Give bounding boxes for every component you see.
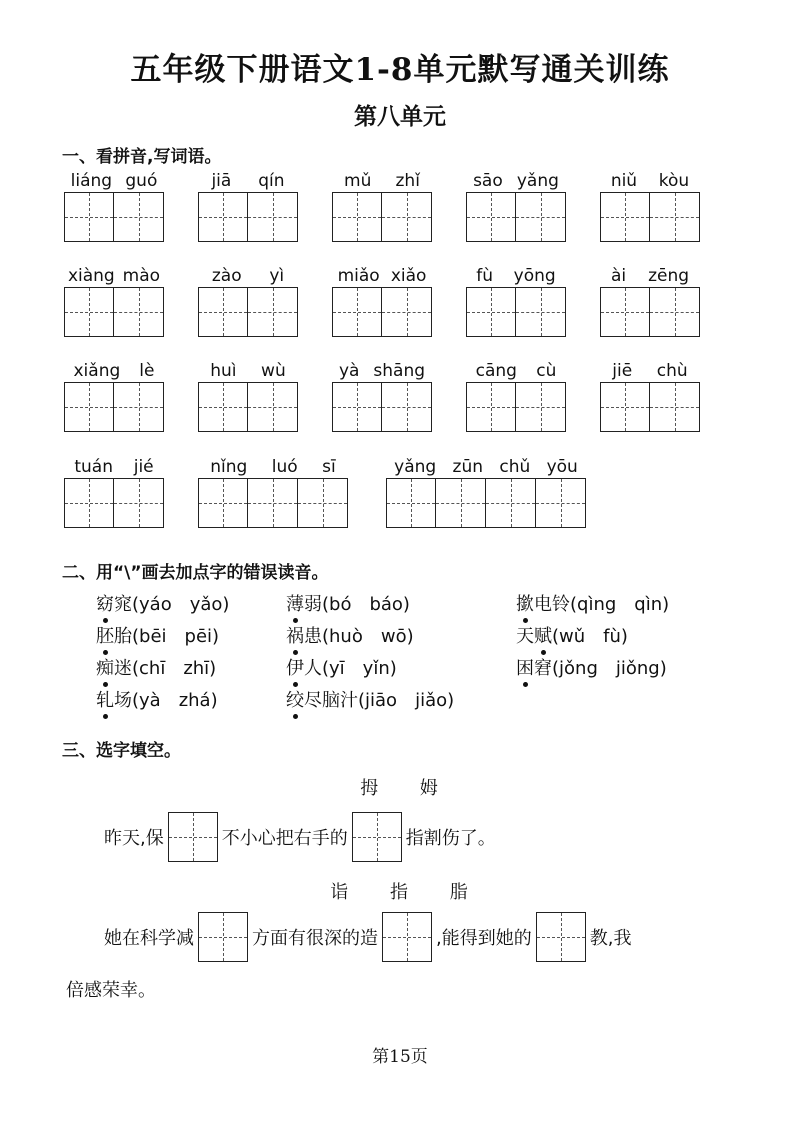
sentence-text: ,能得到她的	[436, 928, 532, 949]
word-group	[466, 170, 566, 242]
writing-box[interactable]	[650, 382, 700, 432]
section-3-heading: 三、选字填空。	[62, 741, 181, 761]
item-text: 患(huò wō)	[304, 626, 414, 647]
writing-box[interactable]	[248, 192, 298, 242]
dotted-character: 赋	[534, 622, 552, 648]
writing-box[interactable]	[114, 287, 164, 337]
dotted-character: 轧	[96, 686, 114, 712]
pinyin-row	[332, 265, 432, 287]
answer-box[interactable]	[536, 912, 586, 962]
choice-row-2	[0, 878, 800, 904]
word-group	[64, 265, 164, 337]
pinyin-syllable: chù	[656, 361, 688, 381]
pronunciation-item	[286, 654, 397, 680]
writing-box[interactable]	[600, 382, 650, 432]
pinyin-syllable: cāng	[475, 361, 517, 381]
item-text: 胎(bēi pēi)	[114, 626, 220, 647]
pinyin-syllable: shāng	[373, 361, 426, 381]
pinyin-syllable: lè	[139, 361, 155, 381]
pinyin-syllable: liáng	[70, 171, 113, 191]
tian-grid	[198, 287, 298, 337]
item-text: 电铃(qìng qìn)	[534, 594, 670, 615]
pinyin-syllable: miǎo	[337, 266, 380, 286]
page-title: 五年级下册语文1-8单元默写通关训练	[130, 52, 670, 88]
pinyin-syllable: tuán	[74, 457, 113, 477]
pinyin-syllable: yà	[338, 361, 360, 381]
word-group	[64, 360, 164, 432]
answer-box[interactable]	[352, 812, 402, 862]
dotted-character: 撳	[516, 590, 534, 616]
choice-char: 拇	[360, 778, 381, 799]
writing-box[interactable]	[248, 287, 298, 337]
pinyin-row	[64, 456, 164, 478]
writing-box[interactable]	[198, 192, 248, 242]
pinyin-row	[198, 456, 348, 478]
word-group	[332, 170, 432, 242]
section-1-heading: 一、看拼音,写词语。	[62, 147, 222, 167]
pronunciation-item	[96, 590, 229, 616]
writing-box[interactable]	[198, 287, 248, 337]
writing-box[interactable]	[650, 287, 700, 337]
writing-box[interactable]	[332, 382, 382, 432]
item-text: 尽脑汁(jiāo jiǎo)	[304, 690, 455, 711]
tian-grid	[466, 192, 566, 242]
pinyin-row	[64, 170, 164, 192]
tian-grid	[198, 478, 348, 528]
word-group	[332, 360, 432, 432]
word-group	[386, 456, 586, 528]
writing-box[interactable]	[516, 287, 566, 337]
sentence-text: 不小心把右手的	[221, 828, 348, 849]
tian-grid	[64, 382, 164, 432]
pinyin-syllable: mào	[122, 266, 161, 286]
page-subtitle: 第八单元	[354, 103, 446, 130]
pronunciation-item	[516, 590, 669, 616]
word-group	[466, 265, 566, 337]
pinyin-syllable: jié	[133, 457, 154, 477]
writing-box[interactable]	[64, 478, 114, 528]
sentence-text: 倍感荣幸。	[66, 980, 156, 1001]
writing-box[interactable]	[248, 478, 298, 528]
dotted-character: 祸	[286, 622, 304, 648]
writing-box[interactable]	[466, 382, 516, 432]
pinyin-syllable: yōu	[546, 457, 578, 477]
pinyin-row	[198, 360, 298, 382]
pinyin-syllable: nǐng	[210, 457, 248, 477]
pinyin-row	[600, 170, 700, 192]
pinyin-syllable: yōng	[513, 266, 556, 286]
tian-grid	[600, 382, 700, 432]
word-group	[332, 265, 432, 337]
writing-box[interactable]	[650, 192, 700, 242]
pinyin-syllable: qín	[258, 171, 285, 191]
tian-grid	[332, 382, 432, 432]
sentence-text: 教,我	[589, 928, 632, 949]
pinyin-syllable: wù	[261, 361, 286, 381]
tian-grid	[198, 382, 298, 432]
dotted-character: 胚	[96, 622, 114, 648]
pinyin-syllable: huì	[210, 361, 237, 381]
tian-grid	[64, 192, 164, 242]
writing-box[interactable]	[64, 382, 114, 432]
pinyin-row	[466, 360, 566, 382]
pinyin-row	[64, 265, 164, 287]
word-group	[600, 265, 700, 337]
dotted-character: 绞	[286, 686, 304, 712]
pronunciation-item	[516, 622, 628, 648]
tian-grid	[600, 287, 700, 337]
choice-row-1	[0, 774, 800, 800]
pinyin-syllable: yǎng	[394, 457, 437, 477]
tian-grid	[64, 287, 164, 337]
writing-box[interactable]	[486, 478, 536, 528]
pinyin-row	[198, 170, 298, 192]
pinyin-syllable: sī	[322, 457, 336, 477]
pinyin-syllable: chǔ	[499, 457, 531, 477]
pronunciation-item	[286, 686, 454, 712]
dotted-character: 窈	[96, 590, 114, 616]
tian-grid	[332, 287, 432, 337]
tian-grid	[332, 192, 432, 242]
word-group	[64, 170, 164, 242]
choice-char: 姆	[419, 778, 440, 799]
writing-box[interactable]	[382, 287, 432, 337]
pronunciation-item	[286, 590, 410, 616]
pinyin-syllable: yǎng	[516, 171, 559, 191]
pinyin-syllable: niǔ	[610, 171, 638, 191]
writing-box[interactable]	[114, 478, 164, 528]
tian-grid	[600, 192, 700, 242]
writing-box[interactable]	[600, 192, 650, 242]
writing-box[interactable]	[332, 192, 382, 242]
pinyin-syllable: yì	[269, 266, 285, 286]
word-group	[64, 456, 164, 528]
sentence-text: 指割伤了。	[405, 828, 496, 849]
word-group	[600, 360, 700, 432]
pronunciation-item	[96, 622, 219, 648]
sentence-text: 她在科学减	[104, 928, 194, 949]
pinyin-syllable: xiàng	[67, 266, 115, 286]
pinyin-syllable: ài	[610, 266, 627, 286]
fill-sentence-2-continuation	[66, 976, 156, 1002]
tian-grid	[466, 382, 566, 432]
pinyin-syllable: jiā	[211, 171, 232, 191]
item-text: 窕(yáo yǎo)	[114, 594, 230, 615]
writing-box[interactable]	[516, 192, 566, 242]
item-text: 场(yà zhá)	[114, 690, 218, 711]
answer-box[interactable]	[198, 912, 248, 962]
tian-grid	[466, 287, 566, 337]
pinyin-syllable: zào	[211, 266, 242, 286]
pinyin-syllable: zūn	[452, 457, 484, 477]
pinyin-syllable: mǔ	[344, 171, 372, 191]
writing-box[interactable]	[64, 287, 114, 337]
pinyin-syllable: zhǐ	[395, 171, 420, 191]
dotted-character: 困	[516, 654, 534, 680]
word-group	[198, 265, 298, 337]
writing-box[interactable]	[516, 382, 566, 432]
sentence-text: 昨天,保	[104, 828, 164, 849]
item-text: 窘(jǒng jiǒng)	[534, 658, 667, 679]
pinyin-syllable: cù	[536, 361, 557, 381]
pinyin-syllable: sāo	[473, 171, 503, 191]
section-2-heading: 二、用“\”画去加点字的错误读音。	[62, 563, 329, 583]
pinyin-syllable: jiē	[612, 361, 633, 381]
word-group	[198, 170, 298, 242]
writing-box[interactable]	[198, 382, 248, 432]
pronunciation-item	[516, 654, 667, 680]
tian-grid	[198, 192, 298, 242]
pinyin-syllable: guó	[125, 171, 158, 191]
pinyin-syllable: luó	[271, 457, 298, 477]
pinyin-row	[600, 360, 700, 382]
tian-grid	[386, 478, 586, 528]
writing-box[interactable]	[114, 192, 164, 242]
word-group	[600, 170, 700, 242]
dotted-character: 伊	[286, 654, 304, 680]
item-text: (wǔ fù)	[552, 626, 628, 647]
pinyin-syllable: xiǎng	[73, 361, 121, 381]
item-text: 弱(bó báo)	[304, 594, 410, 615]
word-group	[198, 360, 298, 432]
writing-box[interactable]	[600, 287, 650, 337]
pinyin-syllable: fù	[476, 266, 494, 286]
writing-box[interactable]	[298, 478, 348, 528]
pinyin-syllable: xiǎo	[390, 266, 427, 286]
writing-box[interactable]	[382, 192, 432, 242]
dotted-character: 薄	[286, 590, 304, 616]
item-text: 迷(chī zhī)	[114, 658, 217, 679]
writing-box[interactable]	[466, 192, 516, 242]
pinyin-row	[64, 360, 164, 382]
writing-box[interactable]	[382, 382, 432, 432]
pinyin-row	[198, 265, 298, 287]
pinyin-row	[332, 170, 432, 192]
writing-box[interactable]	[386, 478, 436, 528]
writing-box[interactable]	[436, 478, 486, 528]
pinyin-row	[332, 360, 432, 382]
writing-box[interactable]	[248, 382, 298, 432]
writing-box[interactable]	[466, 287, 516, 337]
answer-box[interactable]	[382, 912, 432, 962]
fill-sentence-1	[104, 812, 496, 862]
sentence-text: 方面有很深的造	[252, 928, 378, 949]
writing-box[interactable]	[64, 192, 114, 242]
pronunciation-item	[286, 622, 414, 648]
answer-box[interactable]	[168, 812, 218, 862]
writing-box[interactable]	[198, 478, 248, 528]
tian-grid	[64, 478, 164, 528]
pinyin-row	[466, 170, 566, 192]
pinyin-syllable: kòu	[658, 171, 690, 191]
pinyin-row	[386, 456, 586, 478]
dotted-character: 痴	[96, 654, 114, 680]
word-group	[198, 456, 348, 528]
pronunciation-item	[96, 686, 218, 712]
choice-char: 诣	[330, 882, 351, 903]
page-number: 第15页	[372, 1047, 428, 1067]
word-group	[466, 360, 566, 432]
pinyin-row	[466, 265, 566, 287]
writing-box[interactable]	[332, 287, 382, 337]
pronunciation-item	[96, 654, 216, 680]
writing-box[interactable]	[536, 478, 586, 528]
pinyin-syllable: zēng	[648, 266, 690, 286]
choice-char: 指	[390, 882, 410, 903]
fill-sentence-2	[104, 912, 631, 962]
item-text: 人(yī yǐn)	[304, 658, 397, 679]
choice-char: 脂	[449, 882, 470, 903]
item-text: 天	[516, 626, 534, 647]
pinyin-row	[600, 265, 700, 287]
writing-box[interactable]	[114, 382, 164, 432]
